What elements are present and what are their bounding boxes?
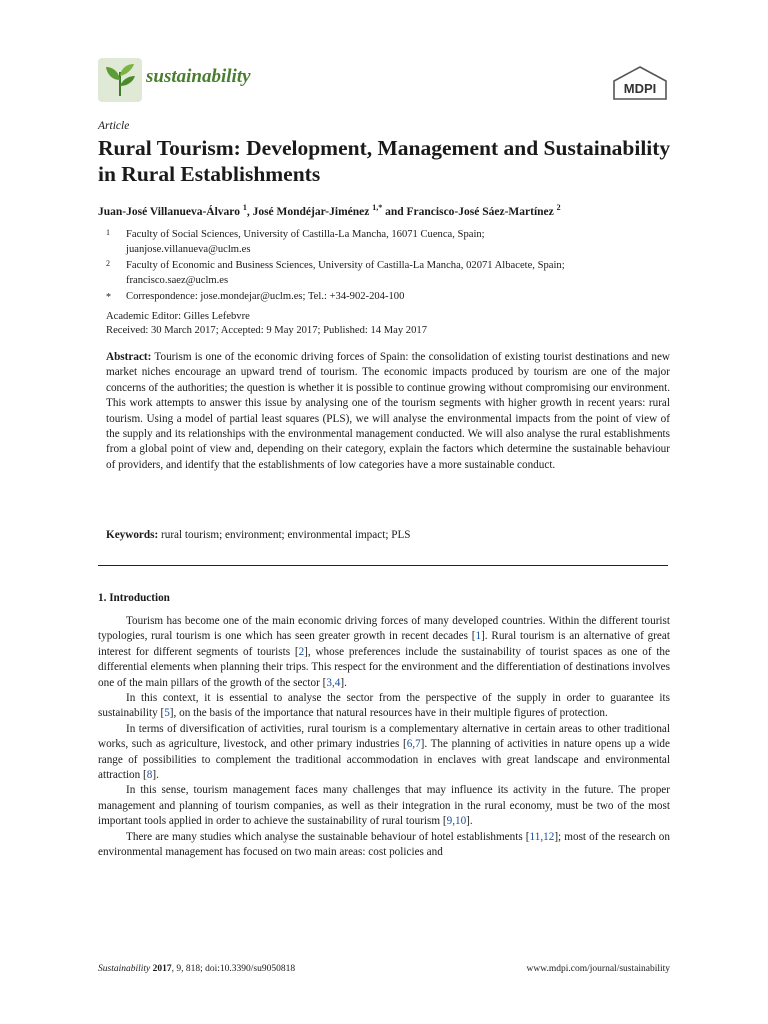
author-name: Juan-José Villanueva-Álvaro <box>98 205 240 218</box>
body-text <box>98 614 670 861</box>
author-affiliation-marker: 1,* <box>372 203 383 212</box>
author-affiliation-marker: 1 <box>242 203 247 212</box>
author-conjunction: and <box>385 205 404 218</box>
affiliation-marker: 2 <box>106 259 110 268</box>
footer-doi: , 9, 818; doi:10.3390/su9050818 <box>171 964 296 974</box>
author-affiliation-marker: 2 <box>556 203 561 212</box>
paragraph: In this sense, tourism management faces many challenges that may influence its activity in the future. The proper management and planning of tourism companies, as well as their integration in the rural economy, must be two of the most important tools applied in order to achieve the sustainability of rural tourism [9,10]. <box>98 784 670 828</box>
publication-dates: Received: 30 March 2017; Accepted: 9 May 2017; Published: 14 May 2017 <box>106 325 427 336</box>
correspondence-item <box>106 289 676 304</box>
affiliation-line: Faculty of Social Sciences, University of Castilla-La Mancha, 16071 Cuenca, Spain; <box>126 229 485 240</box>
keywords <box>106 529 670 541</box>
section-heading: 1. Introduction <box>98 592 170 604</box>
affiliation-item <box>106 227 676 257</box>
citation-link[interactable]: 1 <box>475 630 482 643</box>
paragraph: Tourism has become one of the main economic driving forces of many developed countries. Within the different tourist typologies, rural tourism is one which has seen greater growth in recent decades [1]. Rural tourism is an alternative of great interest for different segments of tourists [2], whose preferences include the sustainability of tourist spaces as one of the differential elements when planning their trips. This respect for the environment and the differentiation of destinations involves one of the main pillars of the growth of the sector [3,4]. <box>98 615 670 689</box>
section-divider <box>98 565 668 566</box>
affiliation-marker: 1 <box>106 228 110 237</box>
author-name: Francisco-José Sáez-Martínez <box>406 205 554 218</box>
journal-logo-icon <box>98 58 142 102</box>
keywords-text: rural tourism; environment; environmental impact; PLS <box>161 529 411 541</box>
citation-link[interactable]: 8 <box>146 769 153 782</box>
author-list: Juan-José Villanueva-Álvaro $^1$, José Mondéjar-Jiménez $^{1,*}$ and Francisco-José Sáez-Martínez $^2$ <box>98 203 561 218</box>
correspondence-line: Correspondence: jose.mondejar@uclm.es; Tel.: +34-902-204-100 <box>126 291 405 302</box>
affiliation-line: Faculty of Economic and Business Sciences, University of Castilla-La Mancha, 02071 Albacete, Spain; <box>126 260 565 271</box>
footer-citation <box>98 964 295 974</box>
citation-link[interactable]: 6,7 <box>406 738 421 751</box>
citation-link[interactable]: 9,10 <box>446 815 467 828</box>
paper-title: Rural Tourism: Development, Management and Sustainability in Rural Establishments <box>98 136 671 186</box>
article-type-label: Article <box>98 120 130 132</box>
citation-link[interactable]: 3,4 <box>326 676 341 689</box>
mdpi-logo <box>612 66 668 100</box>
abstract <box>106 350 670 473</box>
affiliation-email: francisco.saez@uclm.es <box>126 275 229 286</box>
paragraph: There are many studies which analyse the sustainable behaviour of hotel establishments [11,12]; most of the research on environmental management has focused on two main areas: cost policies and <box>98 830 670 859</box>
correspondence-marker: * <box>106 292 111 303</box>
affiliation-email: juanjose.villanueva@uclm.es <box>126 244 251 255</box>
abstract-text: Tourism is one of the economic driving forces of Spain: the consolidation of existing tourist destinations and new market niches encourage an upward trend of tourism. The economic impacts produced by tourism are one of the major concerns of the authorities; the question is whether it is possible to continue growing without compromising our environment. This work attempts to answer this issue by analysing one of the tourism segments with higher growth in recent years: rural tourism. Using a model of partial least squares (PLS), we will analyse the environmental impacts from the point of view of the supply and its relationships with the environmental management conducted. We will also analyse the rural establishments from a global point of view and, depending on their category, explain the factors which determine the sustainable behaviour of providers, and identify that the establishments of low categories have a more sustainable conduct. <box>106 351 670 471</box>
author-name: José Mondéjar-Jiménez <box>252 205 370 218</box>
abstract-label: Abstract: <box>106 351 152 363</box>
citation-link[interactable]: 2 <box>298 645 305 658</box>
footer-year: 2017 <box>152 964 172 974</box>
academic-editor: Academic Editor: Gilles Lefebvre <box>106 311 250 322</box>
footer-journal: Sustainability <box>98 964 151 974</box>
journal-name: sustainability <box>146 66 251 87</box>
paragraph: In this context, it is essential to analyse the sector from the perspective of the supply in order to guarantee its sustainability [5], on the basis of the importance that natural resources have in their multiple figures of protection. <box>98 692 670 720</box>
citation-link[interactable]: 5 <box>164 707 170 720</box>
affiliation-item <box>106 258 676 288</box>
paragraph: In terms of diversification of activities, rural tourism is a complementary alternative in certain areas to other traditional works, such as agriculture, livestock, and other primary industries [6,7]. The planning of activities in nature opens up a wide range of possibilities to complement the traditional accommodation in enclaves with great landscape and environmental attraction [8]. <box>98 722 670 782</box>
keywords-label: Keywords: <box>106 529 159 541</box>
footer-url[interactable]: www.mdpi.com/journal/sustainability <box>526 964 670 974</box>
mdpi-logo-text: MDPI <box>623 81 657 96</box>
citation-link[interactable]: 11,12 <box>529 830 555 843</box>
